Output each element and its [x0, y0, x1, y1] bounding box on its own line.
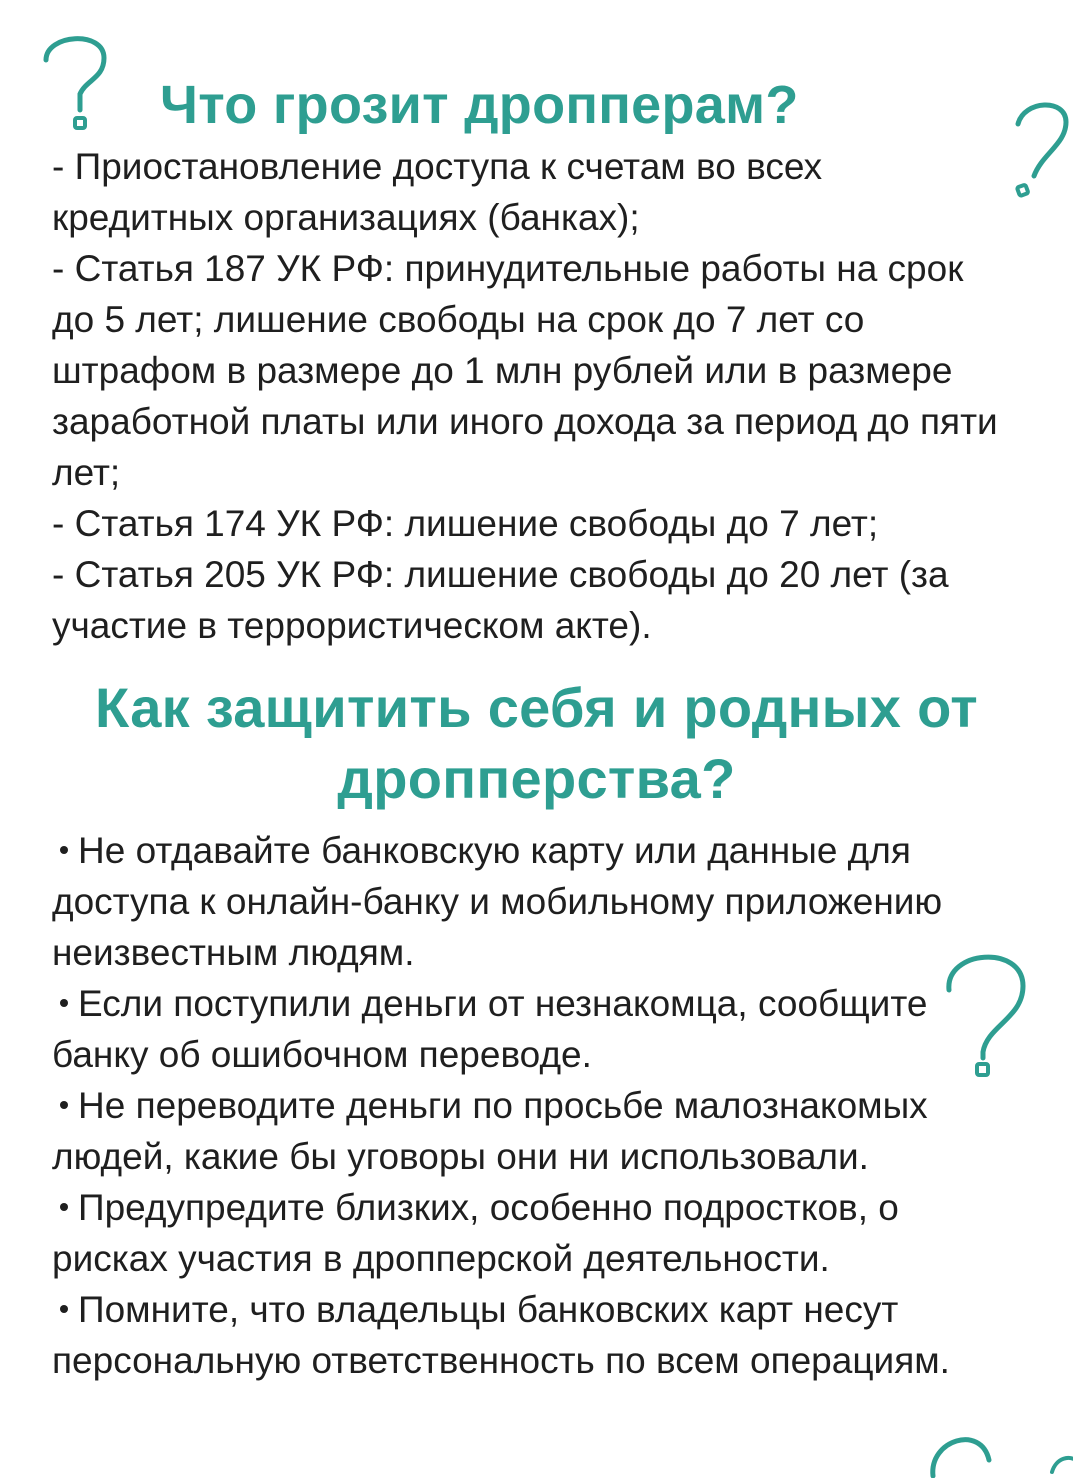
bullet-icon: [60, 1305, 68, 1313]
section-1-title: Что грозит дропперам?: [160, 75, 799, 135]
question-mark-icon: [1008, 88, 1070, 200]
list-item: [52, 825, 1012, 978]
list-item: - Статья 205 УК РФ: лишение свободы до 20 лет (за участие в террористическом акте).: [52, 554, 949, 646]
advice-list: [52, 825, 1012, 1386]
question-mark-icon: [30, 18, 120, 130]
list-item: [52, 978, 1012, 1080]
list-item-text: Предупредите близких, особенно подростков, о рисках участия в дропперской деятельности.: [52, 1187, 899, 1279]
list-item-text: Если поступили деньги от незнакомца, сообщите банку об ошибочном переводе.: [52, 983, 928, 1075]
threats-list: [52, 141, 1012, 651]
bullet-icon: [60, 1101, 68, 1109]
list-item-text: Не отдавайте банковскую карту или данные для доступа к онлайн-банку и мобильному приложению неизвестным людям.: [52, 830, 943, 973]
list-item: - Приостановление доступа к счетам во всех кредитных организациях (банках);: [52, 146, 823, 238]
bullet-icon: [60, 846, 68, 854]
question-mark-icon: [1050, 1446, 1073, 1478]
question-mark-icon: [925, 1420, 995, 1478]
list-item-text: Не переводите деньги по просьбе малознакомых людей, какие бы уговоры они ни использовали.: [52, 1085, 928, 1177]
list-item-text: Помните, что владельцы банковских карт несут персональную ответственность по всем операциям.: [52, 1289, 950, 1381]
list-item: - Статья 187 УК РФ: принудительные работы на срок до 5 лет; лишение свободы на срок до 7 лет со штрафом в размере до 1 млн рублей или в размере заработной платы или иного дохода за период до пяти лет;: [52, 248, 998, 493]
list-item: [52, 1182, 1012, 1284]
bullet-icon: [60, 1203, 68, 1211]
list-item: [52, 1080, 1012, 1182]
list-item: [52, 1284, 1012, 1386]
section-2-title: Как защитить себя и родных от дропперства?: [95, 676, 978, 810]
list-item: - Статья 174 УК РФ: лишение свободы до 7 лет;: [52, 503, 879, 544]
bullet-icon: [60, 999, 68, 1007]
